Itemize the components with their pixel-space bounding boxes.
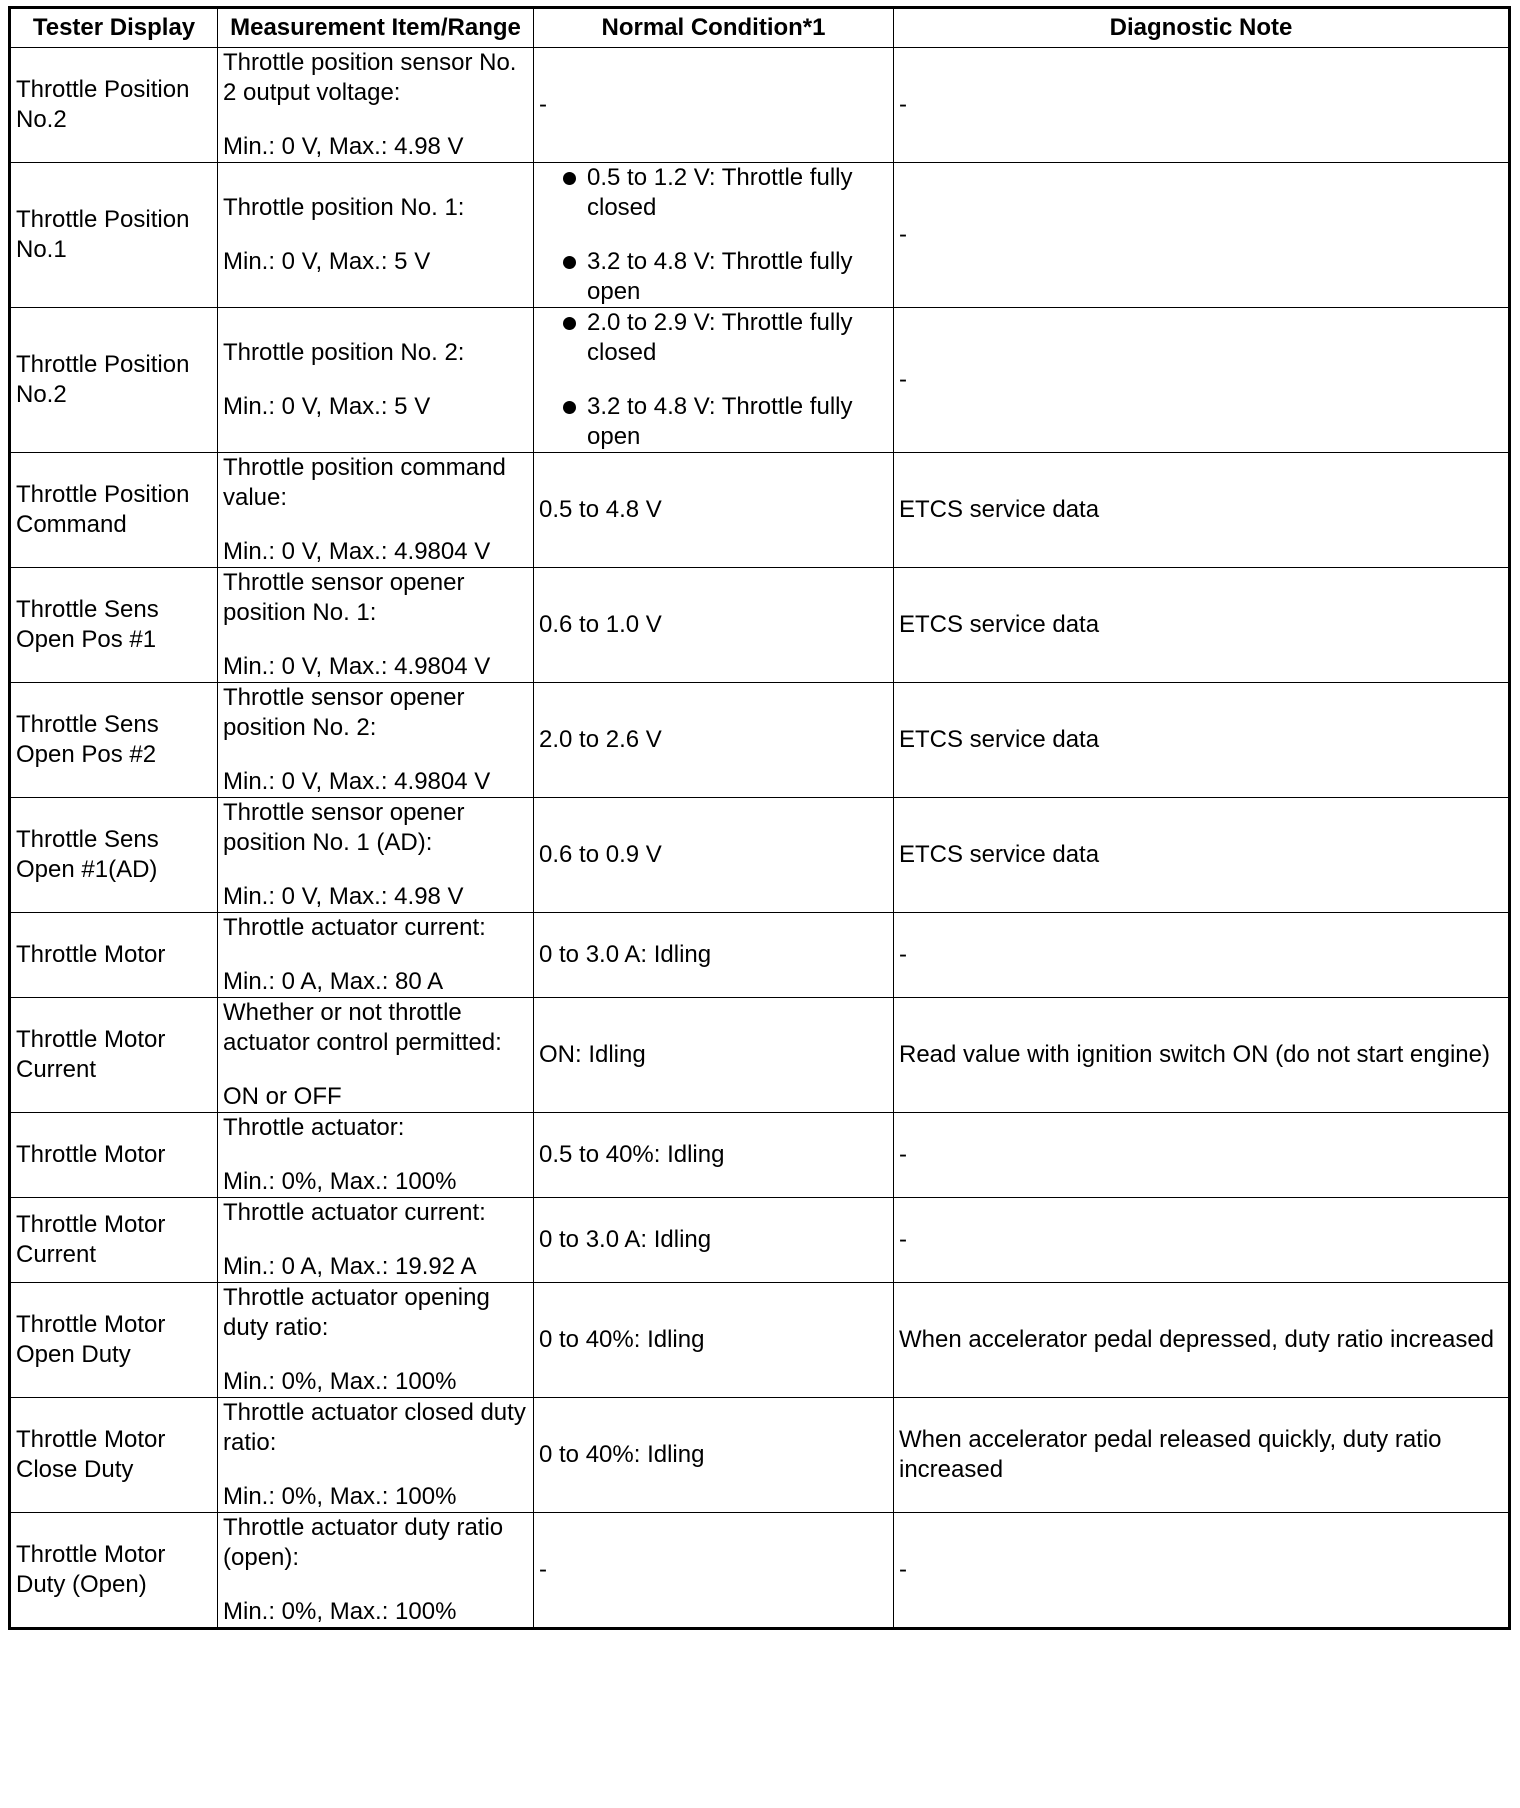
cell-normal-condition: 0.6 to 0.9 V xyxy=(534,798,894,913)
measurement-range: Min.: 0 A, Max.: 19.92 A xyxy=(223,1253,477,1280)
cell-tester-display: Throttle Sens Open #1(AD) xyxy=(10,798,218,913)
cell-measurement-item xyxy=(218,308,534,453)
normal-condition-list xyxy=(539,308,888,452)
cell-tester-display: Throttle Position No.1 xyxy=(10,163,218,308)
cell-tester-display: Throttle Motor Duty (Open) xyxy=(10,1513,218,1629)
table-row xyxy=(10,1398,1510,1513)
cell-tester-display: Throttle Motor xyxy=(10,1113,218,1198)
measurement-description: Throttle position command value: xyxy=(223,454,506,511)
table-row xyxy=(10,48,1510,163)
normal-condition-item xyxy=(539,308,888,368)
bullet-dot-icon xyxy=(563,172,576,185)
measurement-description: Throttle actuator closed duty ratio: xyxy=(223,1399,526,1456)
cell-diagnostic-note: ETCS service data xyxy=(894,798,1510,913)
cell-diagnostic-note: - xyxy=(894,1113,1510,1198)
measurement-description: Throttle sensor opener position No. 1 (AD): xyxy=(223,799,465,856)
measurement-range: Min.: 0%, Max.: 100% xyxy=(223,1483,457,1510)
cell-tester-display: Throttle Sens Open Pos #2 xyxy=(10,683,218,798)
cell-measurement-item xyxy=(218,913,534,998)
cell-normal-condition: 0.6 to 1.0 V xyxy=(534,568,894,683)
measurement-range: Min.: 0 V, Max.: 4.9804 V xyxy=(223,653,491,680)
measurement-range: ON or OFF xyxy=(223,1083,342,1110)
cell-tester-display: Throttle Position No.2 xyxy=(10,308,218,453)
bullet-dot-icon xyxy=(563,317,576,330)
cell-measurement-item xyxy=(218,48,534,163)
normal-condition-item xyxy=(539,247,888,307)
measurement-range: Min.: 0 A, Max.: 80 A xyxy=(223,968,444,995)
measurement-description: Throttle position sensor No. 2 output voltage: xyxy=(223,49,517,106)
cell-diagnostic-note: - xyxy=(894,163,1510,308)
cell-diagnostic-note: - xyxy=(894,1513,1510,1629)
cell-normal-condition: 0 to 3.0 A: Idling xyxy=(534,1198,894,1283)
cell-normal-condition: ON: Idling xyxy=(534,998,894,1113)
cell-diagnostic-note: ETCS service data xyxy=(894,453,1510,568)
cell-diagnostic-note: - xyxy=(894,1198,1510,1283)
cell-measurement-item xyxy=(218,1198,534,1283)
table-row xyxy=(10,308,1510,453)
bullet-dot-icon xyxy=(563,256,576,269)
measurement-range: Min.: 0%, Max.: 100% xyxy=(223,1598,457,1625)
normal-condition-text: 3.2 to 4.8 V: Throttle fully open xyxy=(587,248,853,305)
measurement-range: Min.: 0 V, Max.: 4.98 V xyxy=(223,883,464,910)
table-row xyxy=(10,453,1510,568)
table-row xyxy=(10,913,1510,998)
table-body xyxy=(10,48,1510,1629)
measurement-range: Min.: 0%, Max.: 100% xyxy=(223,1368,457,1395)
measurement-range: Min.: 0 V, Max.: 5 V xyxy=(223,393,431,420)
measurement-description: Throttle sensor opener position No. 1: xyxy=(223,569,465,626)
cell-tester-display: Throttle Sens Open Pos #1 xyxy=(10,568,218,683)
table-row xyxy=(10,163,1510,308)
measurement-range: Min.: 0 V, Max.: 5 V xyxy=(223,248,431,275)
cell-measurement-item xyxy=(218,1283,534,1398)
measurement-description: Throttle position No. 2: xyxy=(223,339,465,366)
cell-normal-condition xyxy=(534,163,894,308)
cell-diagnostic-note: - xyxy=(894,48,1510,163)
cell-normal-condition: 0.5 to 40%: Idling xyxy=(534,1113,894,1198)
cell-normal-condition: 2.0 to 2.6 V xyxy=(534,683,894,798)
measurement-range: Min.: 0 V, Max.: 4.9804 V xyxy=(223,538,491,565)
bullet-dot-icon xyxy=(563,401,576,414)
cell-tester-display: Throttle Position Command xyxy=(10,453,218,568)
table-row xyxy=(10,798,1510,913)
cell-normal-condition: 0 to 3.0 A: Idling xyxy=(534,913,894,998)
measurement-description: Throttle actuator current: xyxy=(223,914,486,941)
table-row xyxy=(10,1513,1510,1629)
table-row xyxy=(10,998,1510,1113)
cell-normal-condition: 0 to 40%: Idling xyxy=(534,1283,894,1398)
cell-tester-display: Throttle Motor xyxy=(10,913,218,998)
measurement-description: Throttle sensor opener position No. 2: xyxy=(223,684,465,741)
cell-measurement-item xyxy=(218,568,534,683)
cell-measurement-item xyxy=(218,998,534,1113)
measurement-description: Throttle position No. 1: xyxy=(223,194,465,221)
cell-measurement-item xyxy=(218,683,534,798)
measurement-description: Throttle actuator opening duty ratio: xyxy=(223,1284,490,1341)
table-row xyxy=(10,1198,1510,1283)
cell-measurement-item xyxy=(218,1513,534,1629)
diagnostic-data-table xyxy=(8,6,1511,1630)
cell-measurement-item xyxy=(218,163,534,308)
cell-tester-display: Throttle Motor Current xyxy=(10,1198,218,1283)
diagnostic-data-table-container xyxy=(8,6,1511,1630)
header-normal-condition: Normal Condition*1 xyxy=(534,8,894,48)
measurement-description: Throttle actuator duty ratio (open): xyxy=(223,1514,504,1571)
normal-condition-item xyxy=(539,163,888,223)
cell-normal-condition: 0.5 to 4.8 V xyxy=(534,453,894,568)
normal-condition-list xyxy=(539,163,888,307)
measurement-description: Throttle actuator current: xyxy=(223,1199,486,1226)
normal-condition-text: 2.0 to 2.9 V: Throttle fully closed xyxy=(587,309,853,366)
normal-condition-item xyxy=(539,392,888,452)
cell-tester-display: Throttle Motor Current xyxy=(10,998,218,1113)
header-row xyxy=(10,8,1510,48)
cell-diagnostic-note: When accelerator pedal released quickly, duty ratio increased xyxy=(894,1398,1510,1513)
cell-measurement-item xyxy=(218,1398,534,1513)
cell-tester-display: Throttle Motor Open Duty xyxy=(10,1283,218,1398)
cell-diagnostic-note: - xyxy=(894,913,1510,998)
cell-normal-condition xyxy=(534,308,894,453)
cell-diagnostic-note: - xyxy=(894,308,1510,453)
table-row xyxy=(10,1283,1510,1398)
table-row xyxy=(10,568,1510,683)
cell-diagnostic-note: ETCS service data xyxy=(894,683,1510,798)
measurement-description: Whether or not throttle actuator control permitted: xyxy=(223,999,502,1056)
cell-measurement-item xyxy=(218,453,534,568)
header-diagnostic-note: Diagnostic Note xyxy=(894,8,1510,48)
cell-diagnostic-note: ETCS service data xyxy=(894,568,1510,683)
cell-measurement-item xyxy=(218,798,534,913)
header-measurement-item: Measurement Item/Range xyxy=(218,8,534,48)
cell-normal-condition: 0 to 40%: Idling xyxy=(534,1398,894,1513)
normal-condition-text: 3.2 to 4.8 V: Throttle fully open xyxy=(587,393,853,450)
measurement-range: Min.: 0 V, Max.: 4.98 V xyxy=(223,133,464,160)
measurement-range: Min.: 0%, Max.: 100% xyxy=(223,1168,457,1195)
cell-tester-display: Throttle Motor Close Duty xyxy=(10,1398,218,1513)
cell-normal-condition: - xyxy=(534,48,894,163)
table-row xyxy=(10,1113,1510,1198)
cell-normal-condition: - xyxy=(534,1513,894,1629)
measurement-range: Min.: 0 V, Max.: 4.9804 V xyxy=(223,768,491,795)
header-tester-display: Tester Display xyxy=(10,8,218,48)
cell-diagnostic-note: When accelerator pedal depressed, duty ratio increased xyxy=(894,1283,1510,1398)
cell-diagnostic-note: Read value with ignition switch ON (do not start engine) xyxy=(894,998,1510,1113)
table-row xyxy=(10,683,1510,798)
normal-condition-text: 0.5 to 1.2 V: Throttle fully closed xyxy=(587,164,853,221)
measurement-description: Throttle actuator: xyxy=(223,1114,405,1141)
cell-tester-display: Throttle Position No.2 xyxy=(10,48,218,163)
cell-measurement-item xyxy=(218,1113,534,1198)
